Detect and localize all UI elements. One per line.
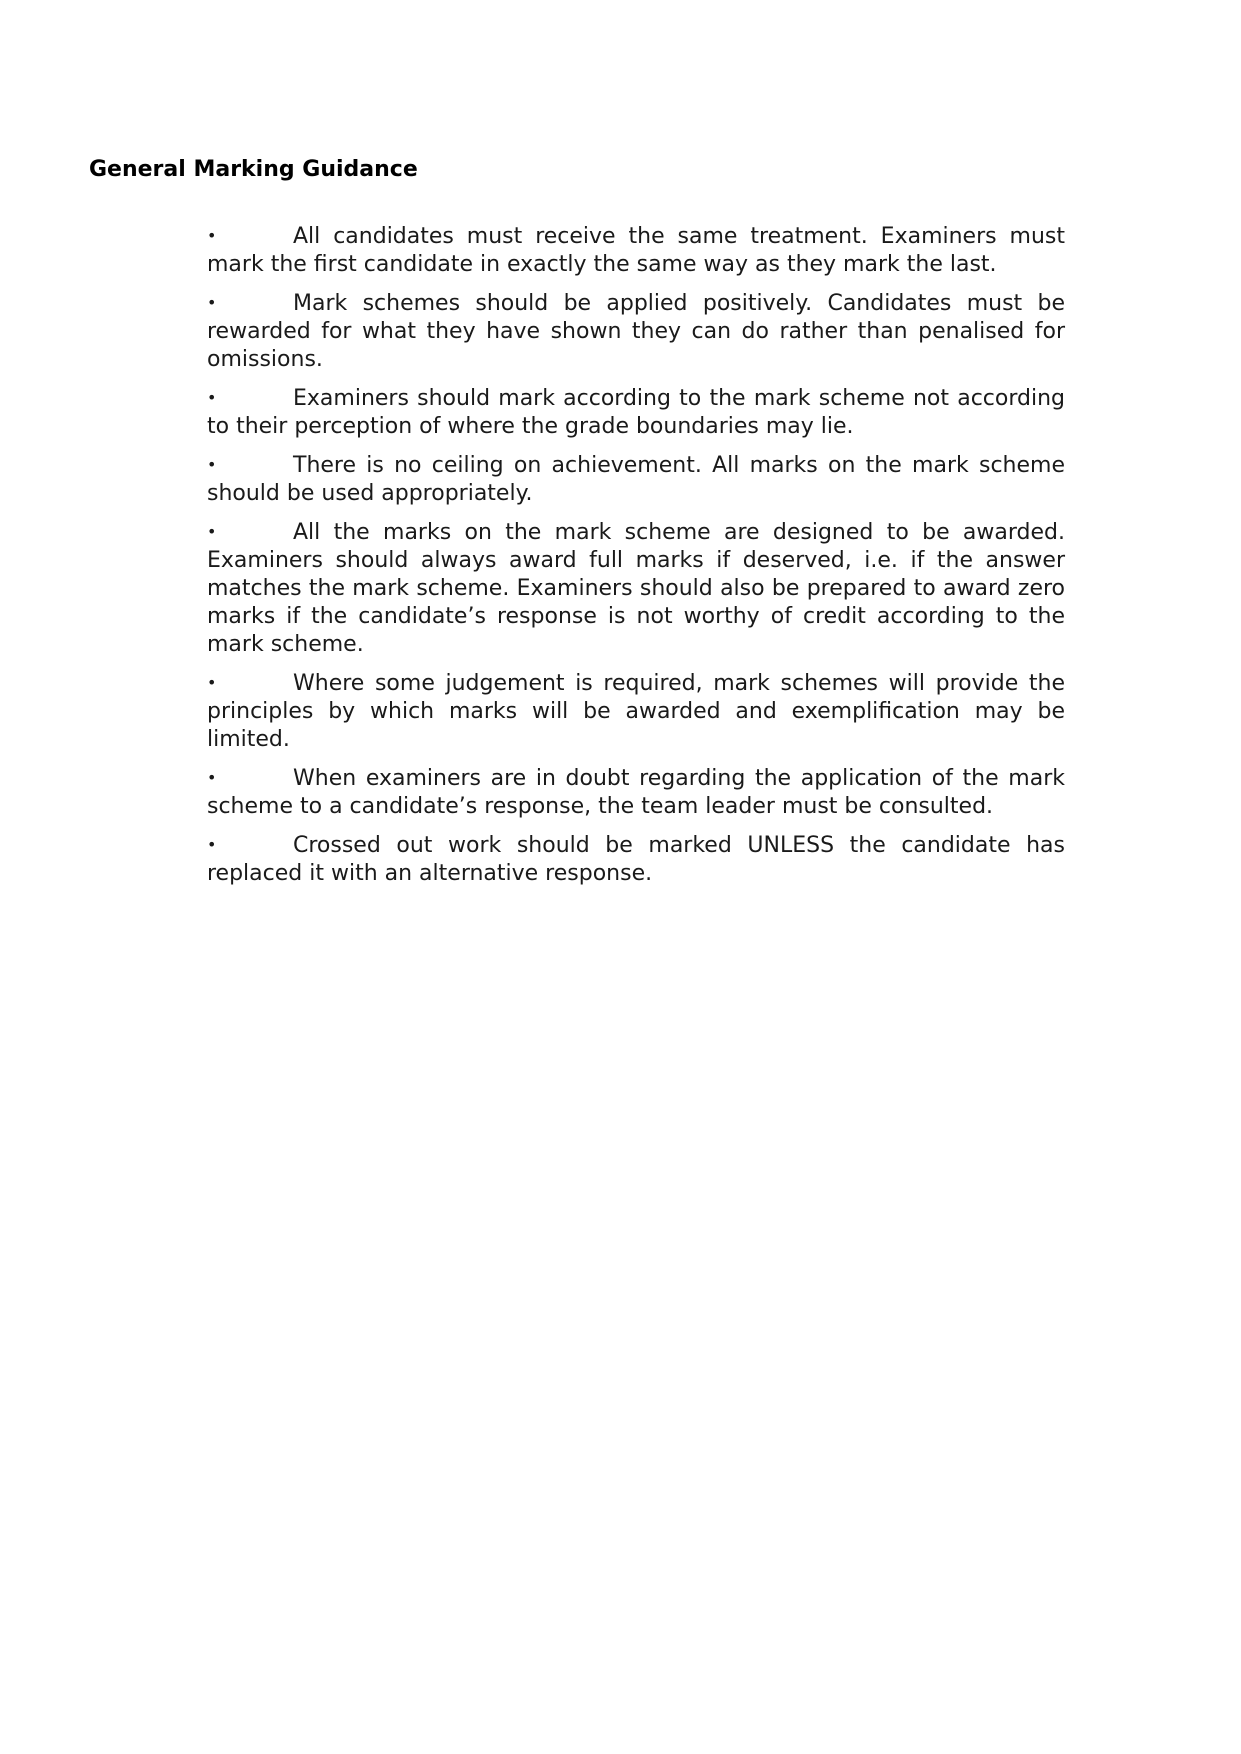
page-title: General Marking Guidance (89, 157, 418, 182)
list-item (207, 669, 1065, 754)
list-item-text: When examiners are in doubt regarding the application of the mark scheme to a candidate’s response, the team leader must be consulted. (207, 766, 1065, 819)
bullet-icon: • (207, 293, 217, 312)
guidance-list (207, 222, 1065, 898)
list-item (207, 222, 1065, 279)
list-item (207, 764, 1065, 821)
bullet-icon: • (207, 835, 217, 854)
list-item (207, 451, 1065, 508)
bullet-icon: • (207, 522, 217, 541)
bullet-icon: • (207, 673, 217, 692)
list-item (207, 831, 1065, 888)
bullet-icon: • (207, 226, 217, 245)
list-item-text: All candidates must receive the same treatment. Examiners must mark the first candidate in exactly the same way as they mark the last. (207, 224, 1065, 277)
list-item-text: Mark schemes should be applied positively. Candidates must be rewarded for what they have shown they can do rather than penalised for omissions. (207, 291, 1065, 372)
list-item (207, 518, 1065, 659)
list-item (207, 289, 1065, 374)
list-item-text: All the marks on the mark scheme are designed to be awarded. Examiners should always award full marks if deserved, i.e. if the answer matches the mark scheme. Examiners should also be prepared to award zero marks if the candidate’s response is not worthy of credit according to the mark scheme. (207, 520, 1065, 657)
list-item-text: Examiners should mark according to the mark scheme not according to their perception of where the grade boundaries may lie. (207, 386, 1065, 439)
list-item-text: Where some judgement is required, mark schemes will provide the principles by which marks will be awarded and exemplification may be limited. (207, 671, 1065, 752)
bullet-icon: • (207, 388, 217, 407)
list-item-text: Crossed out work should be marked UNLESS the candidate has replaced it with an alternative response. (207, 833, 1065, 886)
list-item (207, 384, 1065, 441)
list-item-text: There is no ceiling on achievement. All marks on the mark scheme should be used appropriately. (207, 453, 1065, 506)
bullet-icon: • (207, 768, 217, 787)
bullet-icon: • (207, 455, 217, 474)
